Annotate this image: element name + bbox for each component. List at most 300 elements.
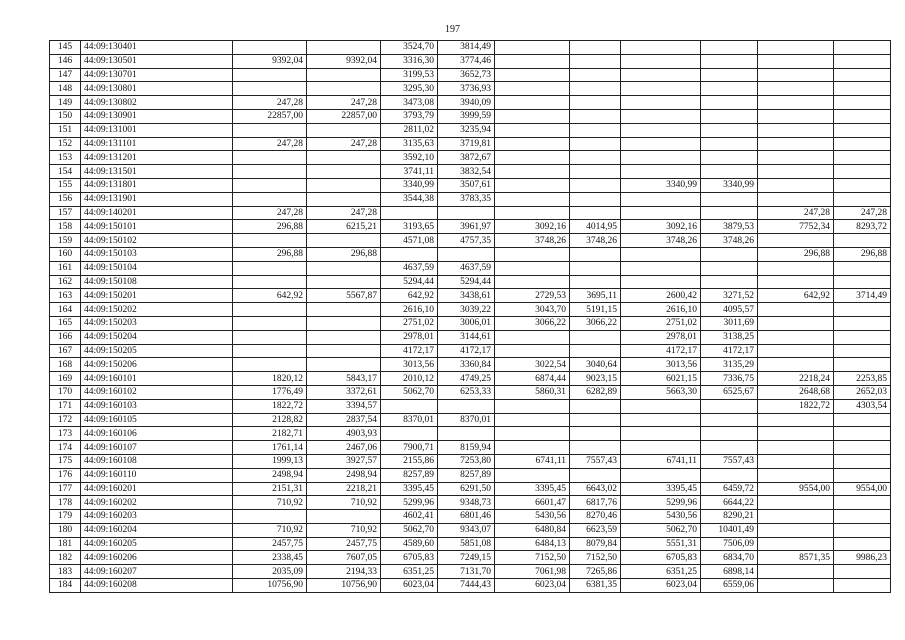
value-col-8-cell [701,137,758,151]
value-col-1-cell [233,82,307,96]
value-col-2-cell: 4903,93 [307,427,381,441]
value-col-10-cell: 9554,00 [834,482,891,496]
cadastral-quarter-cell: 44:09:160101 [81,372,233,386]
row-number-cell: 155 [50,178,81,192]
value-col-7-cell: 2978,01 [621,330,701,344]
value-col-5-cell: 3092,16 [495,220,570,234]
row-number-cell: 180 [50,523,81,537]
value-col-6-cell [570,41,621,55]
value-col-7-cell [621,165,701,179]
value-col-7-cell: 3748,26 [621,234,701,248]
value-col-6-cell [570,275,621,289]
value-col-4-cell: 3652,73 [438,68,495,82]
value-col-6-cell [570,137,621,151]
value-col-4-cell: 3507,61 [438,178,495,192]
value-col-6-cell: 3748,26 [570,234,621,248]
value-col-8-cell: 3011,69 [701,316,758,330]
value-col-7-cell: 2600,42 [621,289,701,303]
value-col-2-cell [307,192,381,206]
value-col-6-cell: 6643,02 [570,482,621,496]
value-col-8-cell [701,468,758,482]
value-col-2-cell: 710,92 [307,496,381,510]
value-col-6-cell [570,427,621,441]
row-number-cell: 178 [50,496,81,510]
cadastral-quarter-cell: 44:09:131201 [81,151,233,165]
table-row [50,261,891,275]
value-col-5-cell [495,275,570,289]
value-col-8-cell [701,413,758,427]
value-col-4-cell [438,206,495,220]
value-col-7-cell: 3013,56 [621,358,701,372]
table-row [50,123,891,137]
cadastral-quarter-cell: 44:09:150203 [81,316,233,330]
value-col-9-cell: 2648,68 [758,385,834,399]
cadastral-quarter-cell: 44:09:160205 [81,537,233,551]
value-col-1-cell: 296,88 [233,247,307,261]
value-col-8-cell [701,54,758,68]
value-col-5-cell [495,413,570,427]
value-col-1-cell: 2338,45 [233,551,307,565]
value-col-5-cell [495,468,570,482]
value-col-9-cell [758,454,834,468]
value-col-5-cell: 5430,56 [495,510,570,524]
value-col-5-cell [495,82,570,96]
value-col-7-cell: 5299,96 [621,496,701,510]
value-col-4-cell: 7131,70 [438,565,495,579]
value-col-10-cell [834,303,891,317]
row-number-cell: 164 [50,303,81,317]
value-col-1-cell: 2498,94 [233,468,307,482]
value-col-7-cell: 2751,02 [621,316,701,330]
value-col-8-cell [701,41,758,55]
value-col-3-cell: 5294,44 [381,275,438,289]
value-col-3-cell: 6705,83 [381,551,438,565]
value-col-3-cell: 3544,38 [381,192,438,206]
value-col-8-cell: 6459,72 [701,482,758,496]
value-col-6-cell [570,151,621,165]
cadastral-quarter-cell: 44:09:131801 [81,178,233,192]
value-col-9-cell [758,468,834,482]
value-col-4-cell: 4757,35 [438,234,495,248]
row-number-cell: 169 [50,372,81,386]
cadastral-quarter-cell: 44:09:130401 [81,41,233,55]
value-col-7-cell: 5430,56 [621,510,701,524]
value-col-7-cell [621,41,701,55]
value-col-9-cell: 296,88 [758,247,834,261]
value-col-2-cell [307,344,381,358]
value-col-3-cell: 2155,86 [381,454,438,468]
value-col-7-cell [621,468,701,482]
row-number-cell: 175 [50,454,81,468]
value-col-4-cell [438,247,495,261]
value-col-9-cell [758,109,834,123]
value-col-9-cell [758,41,834,55]
value-col-10-cell [834,358,891,372]
value-col-6-cell [570,54,621,68]
table-row [50,537,891,551]
row-number-cell: 168 [50,358,81,372]
value-col-4-cell: 3360,84 [438,358,495,372]
value-col-7-cell [621,275,701,289]
table-row [50,330,891,344]
value-col-5-cell [495,178,570,192]
row-number-cell: 162 [50,275,81,289]
value-col-1-cell [233,151,307,165]
value-col-4-cell: 3814,49 [438,41,495,55]
table-row [50,551,891,565]
value-col-2-cell: 2837,54 [307,413,381,427]
value-col-2-cell: 22857,00 [307,109,381,123]
value-col-4-cell: 9348,73 [438,496,495,510]
value-col-7-cell: 6021,15 [621,372,701,386]
value-col-1-cell [233,165,307,179]
value-col-8-cell: 6898,14 [701,565,758,579]
table-row [50,303,891,317]
value-col-10-cell [834,41,891,55]
value-col-3-cell: 3013,56 [381,358,438,372]
value-col-5-cell: 6023,04 [495,579,570,593]
value-col-4-cell: 7444,43 [438,579,495,593]
cadastral-quarter-cell: 44:09:130501 [81,54,233,68]
value-col-3-cell [381,399,438,413]
row-number-cell: 154 [50,165,81,179]
value-col-1-cell: 2035,09 [233,565,307,579]
value-col-2-cell: 5843,17 [307,372,381,386]
value-col-9-cell [758,441,834,455]
table-row [50,565,891,579]
value-col-1-cell: 710,92 [233,496,307,510]
value-col-6-cell: 6282,89 [570,385,621,399]
value-col-9-cell [758,261,834,275]
value-col-1-cell [233,275,307,289]
cadastral-quarter-cell: 44:09:160102 [81,385,233,399]
value-col-1-cell: 1822,72 [233,399,307,413]
value-col-1-cell [233,192,307,206]
value-col-8-cell: 3340,99 [701,178,758,192]
table-row [50,399,891,413]
value-col-7-cell: 6741,11 [621,454,701,468]
value-col-5-cell [495,206,570,220]
value-col-1-cell [233,316,307,330]
value-col-7-cell: 3340,99 [621,178,701,192]
value-col-5-cell: 7061,98 [495,565,570,579]
value-col-2-cell: 6215,21 [307,220,381,234]
value-col-5-cell [495,137,570,151]
value-col-8-cell: 7336,75 [701,372,758,386]
value-col-8-cell [701,275,758,289]
value-col-10-cell [834,234,891,248]
row-number-cell: 153 [50,151,81,165]
value-col-3-cell: 7900,71 [381,441,438,455]
table-row [50,151,891,165]
value-col-2-cell [307,82,381,96]
value-col-10-cell [834,68,891,82]
value-col-5-cell [495,344,570,358]
value-col-2-cell: 247,28 [307,96,381,110]
value-col-10-cell [834,82,891,96]
row-number-cell: 171 [50,399,81,413]
value-col-8-cell [701,247,758,261]
value-col-5-cell [495,330,570,344]
table-row [50,441,891,455]
value-col-7-cell [621,247,701,261]
row-number-cell: 183 [50,565,81,579]
value-col-7-cell [621,261,701,275]
value-col-3-cell: 3395,45 [381,482,438,496]
value-col-4-cell: 3438,61 [438,289,495,303]
value-col-1-cell: 2151,31 [233,482,307,496]
value-col-6-cell [570,413,621,427]
value-col-10-cell [834,261,891,275]
value-col-2-cell: 2498,94 [307,468,381,482]
value-col-3-cell: 5062,70 [381,523,438,537]
value-col-6-cell: 7557,43 [570,454,621,468]
value-col-8-cell [701,109,758,123]
value-col-10-cell [834,454,891,468]
value-col-7-cell: 6705,83 [621,551,701,565]
value-col-10-cell [834,123,891,137]
value-col-2-cell [307,261,381,275]
value-col-8-cell: 3879,53 [701,220,758,234]
table-row [50,496,891,510]
value-col-6-cell [570,247,621,261]
value-col-2-cell [307,303,381,317]
table-body [50,41,891,593]
row-number-cell: 151 [50,123,81,137]
value-col-10-cell [834,579,891,593]
value-col-5-cell [495,151,570,165]
value-col-10-cell [834,537,891,551]
value-col-9-cell [758,137,834,151]
value-col-2-cell: 247,28 [307,206,381,220]
value-col-5-cell: 6741,11 [495,454,570,468]
value-col-10-cell [834,510,891,524]
value-col-3-cell [381,247,438,261]
value-col-9-cell [758,330,834,344]
value-col-3-cell: 4571,08 [381,234,438,248]
value-col-8-cell: 7557,43 [701,454,758,468]
cadastral-quarter-cell: 44:09:150102 [81,234,233,248]
value-col-6-cell: 3695,11 [570,289,621,303]
value-col-4-cell: 3999,59 [438,109,495,123]
value-col-7-cell [621,123,701,137]
table-row [50,413,891,427]
value-col-10-cell: 3714,49 [834,289,891,303]
value-col-10-cell [834,413,891,427]
value-col-4-cell: 3872,67 [438,151,495,165]
value-col-7-cell [621,96,701,110]
value-col-6-cell: 6623,59 [570,523,621,537]
table-row [50,54,891,68]
value-col-2-cell [307,358,381,372]
value-col-1-cell: 9392,04 [233,54,307,68]
value-col-3-cell: 3524,70 [381,41,438,55]
row-number-cell: 159 [50,234,81,248]
value-col-3-cell: 642,92 [381,289,438,303]
value-col-7-cell [621,137,701,151]
value-col-6-cell [570,441,621,455]
value-col-6-cell: 7265,86 [570,565,621,579]
cadastral-quarter-cell: 44:09:130701 [81,68,233,82]
value-col-6-cell [570,206,621,220]
value-col-6-cell [570,344,621,358]
value-col-5-cell: 3395,45 [495,482,570,496]
row-number-cell: 182 [50,551,81,565]
value-col-2-cell [307,68,381,82]
value-col-3-cell: 3592,10 [381,151,438,165]
row-number-cell: 184 [50,579,81,593]
value-col-1-cell [233,330,307,344]
value-col-7-cell: 5551,31 [621,537,701,551]
value-col-6-cell: 3066,22 [570,316,621,330]
value-col-3-cell: 2751,02 [381,316,438,330]
value-col-4-cell: 8159,94 [438,441,495,455]
row-number-cell: 158 [50,220,81,234]
value-col-10-cell: 247,28 [834,206,891,220]
table-row [50,523,891,537]
value-col-10-cell: 8293,72 [834,220,891,234]
value-col-10-cell: 296,88 [834,247,891,261]
value-col-5-cell [495,192,570,206]
value-col-3-cell: 8370,01 [381,413,438,427]
value-col-4-cell: 7249,15 [438,551,495,565]
value-col-6-cell: 3040,64 [570,358,621,372]
value-col-5-cell [495,96,570,110]
value-col-1-cell: 10756,90 [233,579,307,593]
value-col-2-cell: 247,28 [307,137,381,151]
value-col-6-cell: 7152,50 [570,551,621,565]
row-number-cell: 167 [50,344,81,358]
cadastral-quarter-cell: 44:09:160207 [81,565,233,579]
cadastral-quarter-cell: 44:09:160105 [81,413,233,427]
value-col-1-cell [233,358,307,372]
value-col-3-cell: 6351,25 [381,565,438,579]
row-number-cell: 145 [50,41,81,55]
value-col-10-cell [834,496,891,510]
row-number-cell: 146 [50,54,81,68]
cadastral-quarter-cell: 44:09:160110 [81,468,233,482]
value-col-1-cell: 296,88 [233,220,307,234]
value-col-2-cell [307,330,381,344]
table-row [50,358,891,372]
row-number-cell: 177 [50,482,81,496]
value-col-2-cell: 2218,21 [307,482,381,496]
value-col-2-cell [307,510,381,524]
table-row [50,372,891,386]
value-col-9-cell [758,427,834,441]
value-col-10-cell [834,192,891,206]
cadastral-quarter-cell: 44:09:150108 [81,275,233,289]
value-col-6-cell [570,68,621,82]
value-col-1-cell: 1761,14 [233,441,307,455]
value-col-5-cell: 7152,50 [495,551,570,565]
value-col-6-cell [570,165,621,179]
value-col-5-cell [495,247,570,261]
value-col-10-cell [834,165,891,179]
table-row [50,510,891,524]
value-col-5-cell: 3066,22 [495,316,570,330]
value-col-9-cell [758,413,834,427]
value-col-8-cell: 7506,09 [701,537,758,551]
value-col-8-cell [701,206,758,220]
value-col-4-cell: 5851,08 [438,537,495,551]
value-col-8-cell [701,441,758,455]
value-col-10-cell [834,178,891,192]
value-col-3-cell: 3340,99 [381,178,438,192]
value-col-8-cell [701,399,758,413]
value-col-10-cell: 4303,54 [834,399,891,413]
value-col-6-cell: 6817,76 [570,496,621,510]
value-col-4-cell: 3832,54 [438,165,495,179]
value-col-3-cell: 5299,96 [381,496,438,510]
cadastral-quarter-cell: 44:09:130901 [81,109,233,123]
value-col-9-cell: 8571,35 [758,551,834,565]
value-col-4-cell: 6801,46 [438,510,495,524]
value-col-2-cell: 710,92 [307,523,381,537]
value-col-10-cell [834,330,891,344]
value-col-2-cell [307,316,381,330]
value-col-8-cell [701,261,758,275]
value-col-5-cell: 2729,53 [495,289,570,303]
value-col-3-cell: 2811,02 [381,123,438,137]
table-row [50,275,891,289]
value-col-3-cell: 2010,12 [381,372,438,386]
value-col-9-cell [758,96,834,110]
value-col-8-cell: 10401,49 [701,523,758,537]
value-col-3-cell: 3793,79 [381,109,438,123]
value-col-7-cell [621,413,701,427]
value-col-5-cell [495,109,570,123]
value-col-4-cell: 3235,94 [438,123,495,137]
value-col-9-cell: 642,92 [758,289,834,303]
value-col-1-cell: 710,92 [233,523,307,537]
row-number-cell: 147 [50,68,81,82]
value-col-4-cell: 3039,22 [438,303,495,317]
value-col-1-cell [233,510,307,524]
value-col-2-cell: 2194,33 [307,565,381,579]
value-col-5-cell [495,261,570,275]
cadastral-quarter-cell: 44:09:130802 [81,96,233,110]
value-col-2-cell [307,275,381,289]
value-col-1-cell [233,123,307,137]
value-col-10-cell [834,427,891,441]
value-col-7-cell [621,399,701,413]
value-col-9-cell [758,523,834,537]
row-number-cell: 160 [50,247,81,261]
cadastral-quarter-cell: 44:09:150204 [81,330,233,344]
value-col-4-cell: 3736,93 [438,82,495,96]
value-col-5-cell [495,165,570,179]
value-col-2-cell: 3927,57 [307,454,381,468]
cadastral-quarter-cell: 44:09:140201 [81,206,233,220]
value-col-10-cell [834,275,891,289]
value-col-10-cell [834,96,891,110]
table-row [50,96,891,110]
value-col-6-cell: 8270,46 [570,510,621,524]
value-col-4-cell: 6291,50 [438,482,495,496]
cadastral-quarter-cell: 44:09:160106 [81,427,233,441]
table-row [50,68,891,82]
value-col-1-cell: 247,28 [233,206,307,220]
value-col-2-cell: 7607,05 [307,551,381,565]
value-col-8-cell: 6644,22 [701,496,758,510]
value-col-2-cell [307,178,381,192]
cadastral-quarter-cell: 44:09:150205 [81,344,233,358]
table-row [50,579,891,593]
value-col-9-cell [758,496,834,510]
row-number-cell: 165 [50,316,81,330]
value-col-7-cell: 5663,30 [621,385,701,399]
